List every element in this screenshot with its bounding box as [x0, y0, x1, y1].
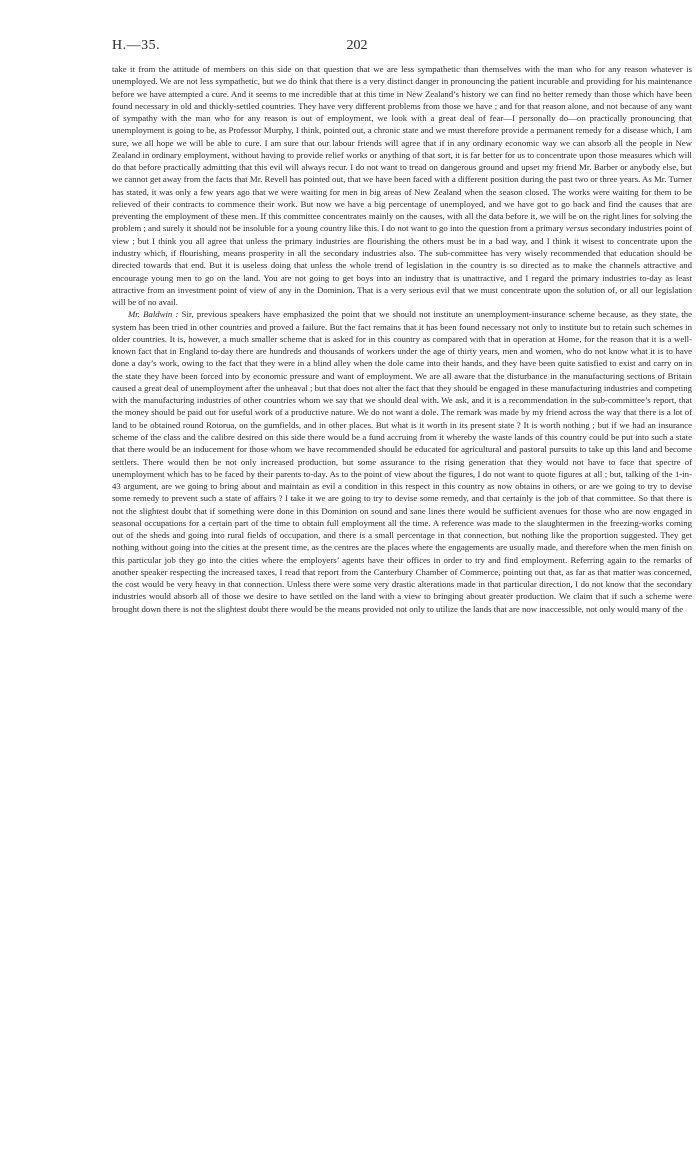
- page-number: 202: [346, 38, 368, 53]
- paragraph-2: [112, 308, 692, 615]
- italic-term: versus: [565, 223, 589, 234]
- page-header: [112, 38, 602, 54]
- body-text: [112, 63, 692, 615]
- document-code: H.—35.: [112, 38, 161, 53]
- text-segment: Sir, previous speakers have emphasized the point that we should not institute an unemployment-insurance scheme because, as they state, the system has been tried in other countries and proved a failure. But the fact remains that it has been found necessary not only to institute but to retain such schemes in older countries. It is, however, a much smaller scheme that is asked for in this country as compared with that in operation at Home, for the reason that it is a well-known fact that in England to-day there are hundreds and thousands of workers under the age of thirty years, men and women, who do not know what it is to have done a day’s work, owing to the fact that they were in a blind alley when the dole came into their hands, and they have been quite satisfied to exist and carry on in the state they have been forced into by economic pressure and want of employment. We are all aware that the disturbance in the manufacturing sections of Britain caused a great deal of unemployment after the unheaval ; but that does not alter the fact that they should be engaged in these manufacturing industries and competing with the manufacturing industries of other countries whom we say that we should deal with. We ask, and it is a recommendation in the sub-committee’s report, that the money should be paid out for useful work of a productive nature. We do not want a dole. The remark was made by my friend across the way that there is a lot of land to be obtained round Rotorua, on the gumfields, and in other places. But what is it worth in its present state ? It is worth nothing ; but if we had an insurance scheme of the class and the calibre desired on this side there would be a fund accruing from it whereby the waste lands of this country could be put into such a state that there would be an inducement for those whom we have recommended should be educated for agricultural and pastoral pursuits to take up this land and become settlers. There would then be not only increased production, but some assurance to the rising generation that they would not have to face that spectre of unemployment which has to be faced by their parents to-day. As to the point of view about the figures, I do not want to quote figures at all ; but, talking of the 1-in-43 argument, are we going to bring about and maintain as evil a condition in this respect in this country as now obtains in others, or are we going to try to devise some remedy to prevent such a state of affairs ? I take it we are going to try to devise some remedy, and that certainly is the job of that committee. So that there is not the slightest doubt that if something were done in this Dominion on sound and sane lines there would be sufficient avenues for those who are now engaged in seasonal occupations for a certain part of the time to obtain full employment all the time. A reference was made to the slaughtermen in the freezing-works coming out of the sheds and going into rural fields of occupation, and there is a small percentage in that connection, but nothing like the proportion suggested. They get nothing without going into the cities at the present time, as the centres are the places where the engagements are usually made, and therefore when the men finish on this particular job they go into the cities where the employers’ agents have their offices in order to try and find employment. Referring again to the remarks of another speaker respecting the increased taxes, I read that report from the Canterbury Chamber of Commerce, pointing out that, as far as that matter was concerned, the cost would be very heavy in that connection. Unless there were some very drastic alterations made in that particular direction, I do not know that the secondary industries would absorb all of those we desire to have settled on the land with a view to bringing about greater production. We claim that if such a scheme were brought down there is not the slightest doubt there would be the means provided not only to utilize the lands that are now inaccessible, not only would many of the: [112, 309, 692, 614]
- paragraph-1: [112, 63, 692, 308]
- speaker-name: Mr. Baldwin :: [128, 309, 179, 320]
- text-segment: take it from the attitude of members on this side on that question that we are less sympathetic than themselves with the man who for any reason whatever is unemployed. We are not less sympathetic, but we do think that there is a very distinct danger in pronouncing the patient incurable and providing for his maintenance before we have attempted a cure. And it seems to me incredible that at this time in New Zealand’s history we can find no better remedy than those which have been found necessary in old and thickly-settled countries. They have very different problems from those we have ; and for that reason alone, and not because of any want of sympathy with the man who for any reason is out of employment, we look with a great deal of fear—I personally do—on practically pronouncing that unemployment is going to be, as Professor Murphy, I think, pointed out, a chronic state and we must therefore provide a permanent remedy for a disease which, I am sure, we all hope we will be able to cure. I am sure that our labour friends will agree that if in any ordinary economic way we can absorb all the people in New Zealand in ordinary employment, without having to provide relief works or anything of that sort, it is far better for us to concentrate upon those measures which will do that before practically admitting that this evil will always recur. I do not want to tread on dangerous ground and upset my friend Mr. Barber or anybody else, but we cannot get away from the facts that Mr. Revell has pointed out, that we have been faced with a different position during the past two or three years. As Mr. Turner has stated, it was only a few years ago that we were waiting for men in big areas of New Zealand when the season closed. The works were waiting for them to be relieved of their contracts to commence their work. But now we have a big percentage of unemployed, and we have got to go back and find the causes that are preventing the employment of these men. If this committee concentrates mainly on the causes, with all the data before it, we will be on the right lines for solving the problem ; and surely it should not be insoluble for a young country like this. I do not want to go into the question from a primary: [112, 64, 692, 234]
- text-segment: secondary industries point of view ; but I think you all agree that unless the primary industries are flourishing the others must be in a bad way, and I think it wisest to concentrate upon the industry which, if flourishing, means prosperity in all the secondary industries also. The sub-committee has very wisely recommended that education should be directed towards that end. But it is useless doing that unless the whole trend of legislation in the country is so directed as to make the channels attractive and encourage young men to go on the land. You are not going to get boys into an industry that is unattractive, and I regard the primary industries to-day as least attractive from an investment point of view of any in the Dominion. That is a very serious evil that we must concentrate upon the solution of, or all our legislation will be of no avail.: [112, 223, 692, 308]
